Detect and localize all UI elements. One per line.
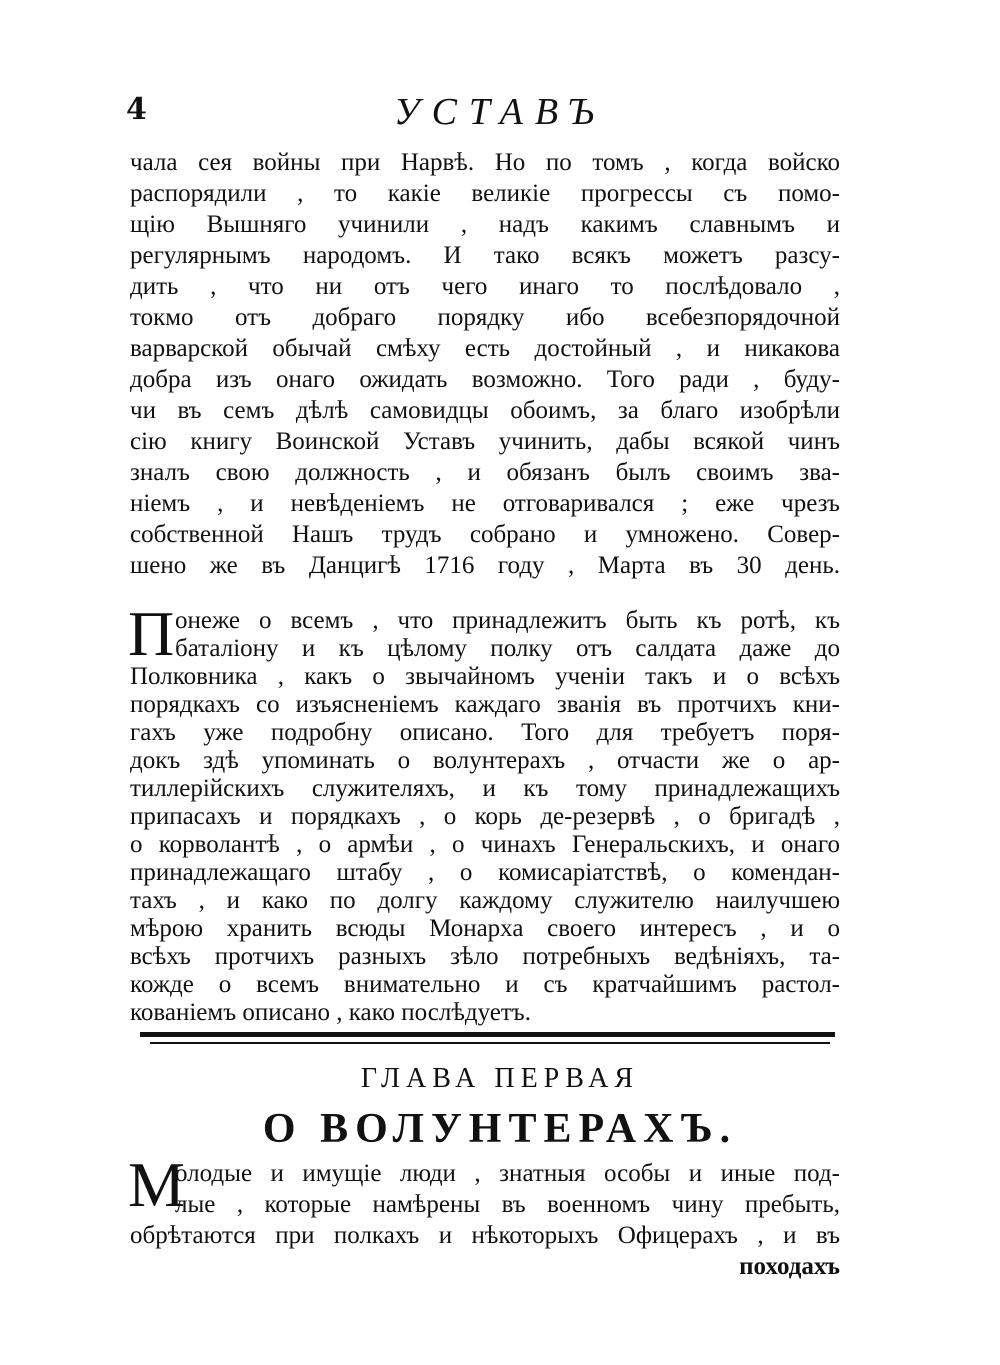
text-line: докъ здѣ упоминать о волунтерахъ , отчасти же о ар- [130, 747, 840, 774]
text-line: кожде о всемъ внимательно и съ кратчайшимъ растол- [130, 971, 840, 998]
text-line: принадлежащаго штабу , о комисаріатствѣ, о комендан- [130, 859, 840, 886]
text-line: припасахъ и порядкахъ , о корь де-резервѣ , о бригадѣ , [130, 803, 840, 830]
text-line: чи въ семъ дѣлѣ самовидцы обоимъ, за благо изобрѣли [130, 397, 840, 424]
text-line: кованіемъ описано , како послѣдуетъ. [130, 999, 531, 1026]
text-line: дить , что ни отъ чего инаго то послѣдовало , [130, 273, 840, 300]
text-line: мѣрою хранить всюды Монарха своего интересъ , и о [130, 915, 840, 942]
text-line: гахъ уже подробну описано. Того для требуетъ поря- [130, 719, 840, 746]
text-line: щію Вышняго учинили , надъ какимъ славнымъ и [130, 211, 840, 238]
text-line: токмо отъ добраго порядку ибо всебезпорядочной [130, 304, 840, 331]
text-line: ніемъ , и невѣденіемъ не отговаривался ; еже чрезъ [130, 490, 840, 517]
divider-thin [150, 1042, 830, 1044]
running-title: УСТАВЪ [394, 91, 606, 133]
text-line: порядкахъ со изъясненіемъ каждаго званія въ протчихъ кни- [130, 691, 840, 718]
text-line: олодые и имущіе люди , знатныя особы и иные под- [175, 1160, 840, 1187]
drop-cap-initial: М [128, 1149, 185, 1220]
text-line: тахъ , и како по долгу каждому служителю наилучшею [130, 887, 840, 914]
text-line: варварской обычай смѣху есть достойный , и никакова [130, 335, 840, 362]
text-line: шено же въ Данцигѣ 1716 году , Марта въ 30 день. [130, 552, 840, 579]
text-line: Полковника , какъ о звычайномъ ученіи такъ и о всѣхъ [130, 663, 840, 690]
text-line: регулярнымъ народомъ. И тако всякъ можетъ разсу- [130, 242, 840, 269]
text-line: всѣхъ протчихъ разныхъ зѣло потребныхъ ведѣніяхъ, та- [130, 943, 840, 970]
text-line: чала сея войны при Нарвѣ. Но по томъ , когда войско [130, 149, 840, 176]
text-line: баталіону и къ цѣлому полку отъ салдата даже до [175, 635, 840, 662]
text-line: зналъ свою должность , и обязанъ былъ своимъ зва- [130, 459, 840, 486]
text-line: сію книгу Воинской Уставъ учинить, дабы всякой чинъ [130, 428, 840, 455]
page-number: 4 [126, 92, 147, 127]
divider-thick [140, 1032, 835, 1037]
text-line: лые , которые намѣрены въ военномъ чину пребыть, [175, 1191, 840, 1218]
text-line: распорядили , то какіе великіе прогрессы съ помо- [130, 180, 840, 207]
text-line: обрѣтаются при полкахъ и нѣкоторыхъ Офицерахъ , и въ [130, 1222, 840, 1249]
catchword: походахъ [739, 1253, 840, 1280]
chapter-label: ГЛАВА ПЕРВАЯ [360, 1063, 640, 1094]
chapter-title: О ВОЛУНТЕРАХЪ. [262, 1106, 738, 1152]
text-line: тиллерійскихъ служителяхъ, и къ тому принадлежащихъ [130, 775, 840, 802]
text-line: онеже о всемъ , что принадлежитъ быть къ ротѣ, къ [175, 607, 840, 634]
text-line: добра изъ онаго ожидать возможно. Того ради , буду- [130, 366, 840, 393]
text-line: собственной Нашъ трудъ собрано и умножено. Совер- [130, 521, 840, 548]
text-line: о корволантѣ , о армѣи , о чинахъ Генеральскихъ, и онаго [130, 831, 840, 858]
drop-cap-initial: П [128, 598, 175, 669]
